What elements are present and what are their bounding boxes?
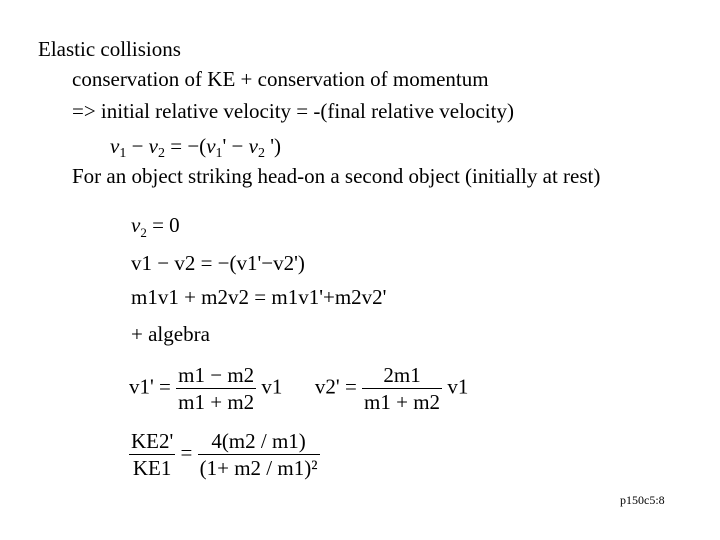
op-prime-minus: ' − <box>222 134 249 158</box>
fraction-numerator: 2m1 <box>362 362 442 389</box>
op-prime-close: ') <box>264 134 282 158</box>
fraction-numerator: KE2' <box>131 429 174 453</box>
var-v: v <box>131 213 141 237</box>
var-v: v <box>148 134 158 158</box>
equation-ke-ratio <box>129 428 320 481</box>
fraction-v1 <box>176 362 256 415</box>
slide-footer: p150c5:8 <box>620 493 665 507</box>
bullet-velocity-equation <box>110 134 282 161</box>
bullet-head-on: For an object striking head-on a second object (initially at rest) <box>72 164 601 188</box>
v2-prime-lhs: v2' = <box>314 374 357 399</box>
fraction-denominator: KE1 <box>132 456 172 480</box>
op-equals-neg: = −( <box>165 134 207 158</box>
sub-2: 2 <box>257 146 265 161</box>
equation-v2-zero <box>131 213 180 238</box>
equation-algebra: + algebra <box>131 322 210 346</box>
var-v: v <box>206 134 216 158</box>
fraction-denominator: m1 + m2 <box>364 390 441 414</box>
fraction-denominator: m1 + m2 <box>178 390 255 414</box>
equals-sign: = <box>180 440 198 465</box>
fraction-numerator: 4(m2 / m1) <box>198 428 320 455</box>
fraction-denominator: (1+ m2 / m1)² <box>199 456 318 480</box>
v1-tail: v1 <box>261 374 283 399</box>
bullet-conservation: conservation of KE + conservation of momentum <box>72 67 489 91</box>
var-v: v <box>110 134 120 158</box>
var-v: v <box>248 134 258 158</box>
sub-2: 2 <box>140 225 147 240</box>
equation-momentum: m1v1 + m2v2 = m1v1'+m2v2' <box>131 285 387 309</box>
equation-relative-velocity: v1 − v2 = −(v1'−v2') <box>131 251 305 275</box>
sub-1: 1 <box>215 146 223 161</box>
sub-2: 2 <box>158 146 165 161</box>
sub-1: 1 <box>119 146 127 161</box>
slide-title: Elastic collisions <box>38 37 181 61</box>
rhs: = 0 <box>146 213 180 237</box>
v1-prime-lhs: v1' = <box>129 374 171 399</box>
fraction-mass-ratio <box>198 428 320 481</box>
op-minus: − <box>126 134 149 158</box>
fraction-v2 <box>362 362 442 415</box>
equation-final-velocities <box>129 362 468 415</box>
v1-tail: v1 <box>447 374 469 399</box>
fraction-numerator: m1 − m2 <box>178 363 255 387</box>
fraction-ke <box>129 428 175 481</box>
bullet-relative-velocity: => initial relative velocity = -(final relative velocity) <box>72 99 514 123</box>
